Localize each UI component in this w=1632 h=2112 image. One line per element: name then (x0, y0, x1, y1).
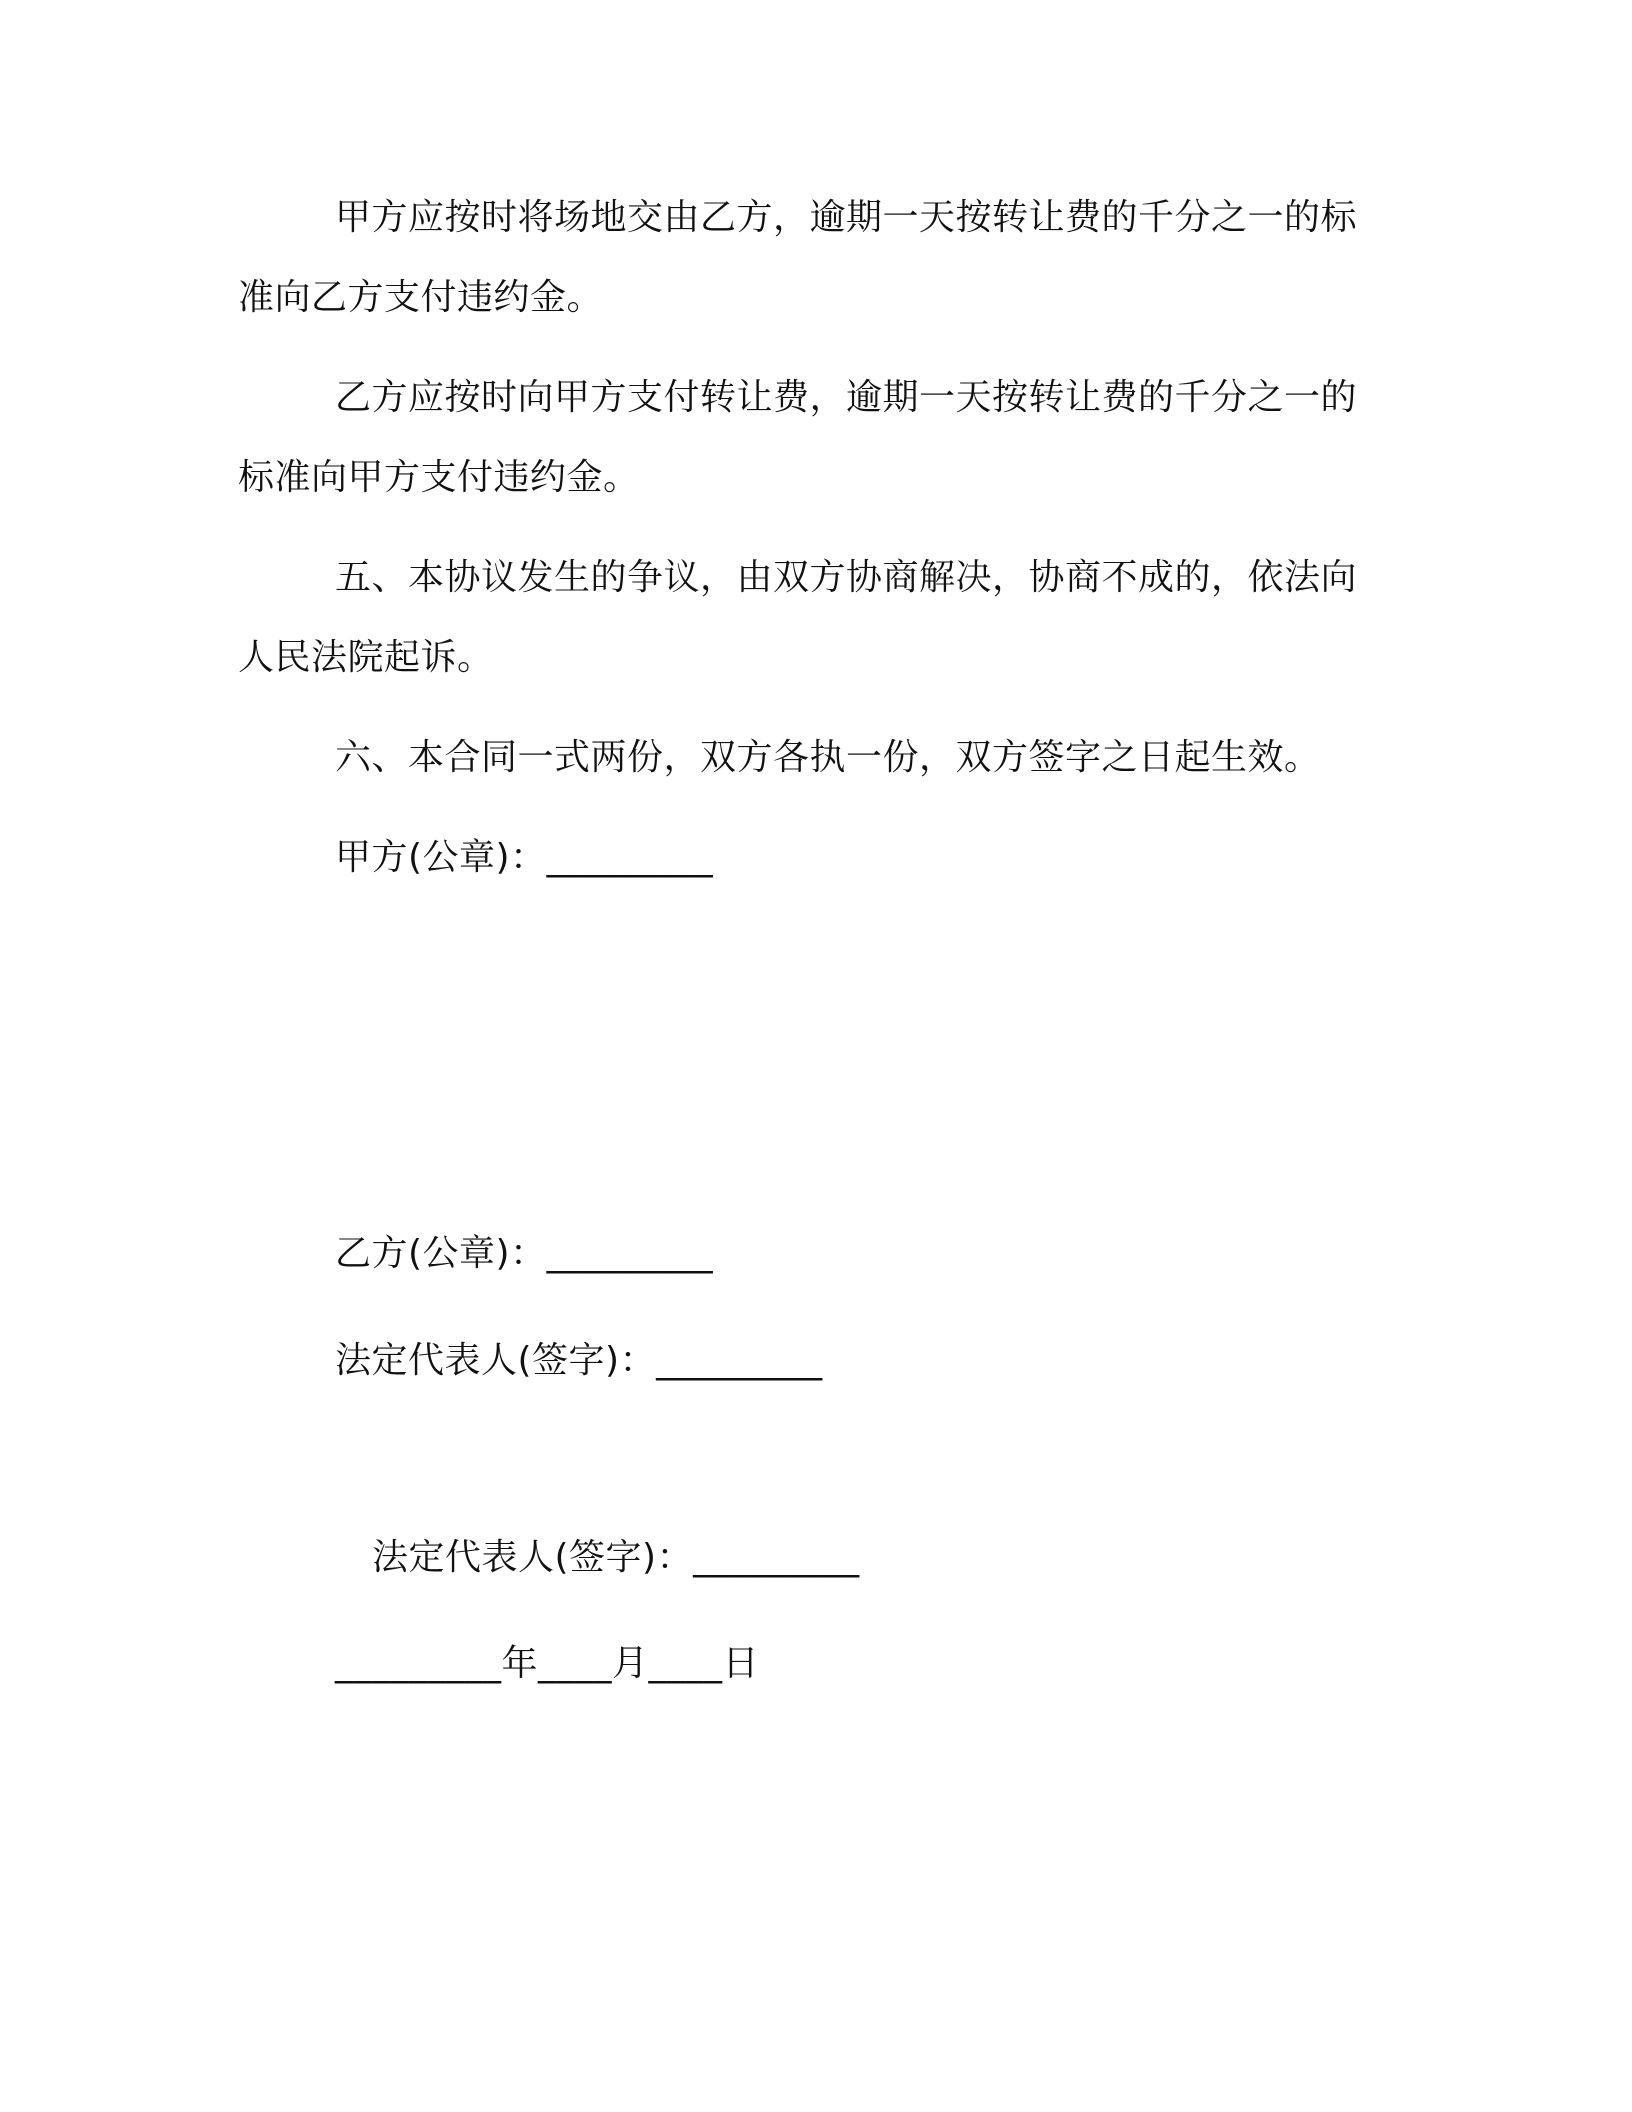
clause-2-line-2: 标准向甲方支付违约金。 (238, 457, 640, 498)
legal-rep-signature-line-1: 法定代表人(签字)：_________ (335, 1340, 823, 1381)
clause-2-line-1: 乙方应按时向甲方支付转让费，逾期一天按转让费的千分之一的 (335, 377, 1358, 418)
clause-5-line-1: 五、本协议发生的争议，由双方协商解决，协商不成的，依法向 (335, 557, 1358, 598)
clause-1-line-2: 准向乙方支付违约金。 (238, 277, 604, 318)
clause-6-line-1: 六、本合同一式两份，双方各执一份，双方签字之日起生效。 (335, 737, 1321, 778)
clause-1-line-1: 甲方应按时将场地交由乙方，逾期一天按转让费的千分之一的标 (335, 197, 1358, 238)
party-b-seal-line: 乙方(公章)：_________ (335, 1233, 714, 1274)
legal-rep-signature-line-2: 法定代表人(签字)：_________ (372, 1537, 860, 1578)
date-line: _________年____月____日 (335, 1643, 759, 1684)
party-a-seal-line: 甲方(公章)：_________ (335, 837, 714, 878)
clause-5-line-2: 人民法院起诉。 (238, 637, 494, 678)
